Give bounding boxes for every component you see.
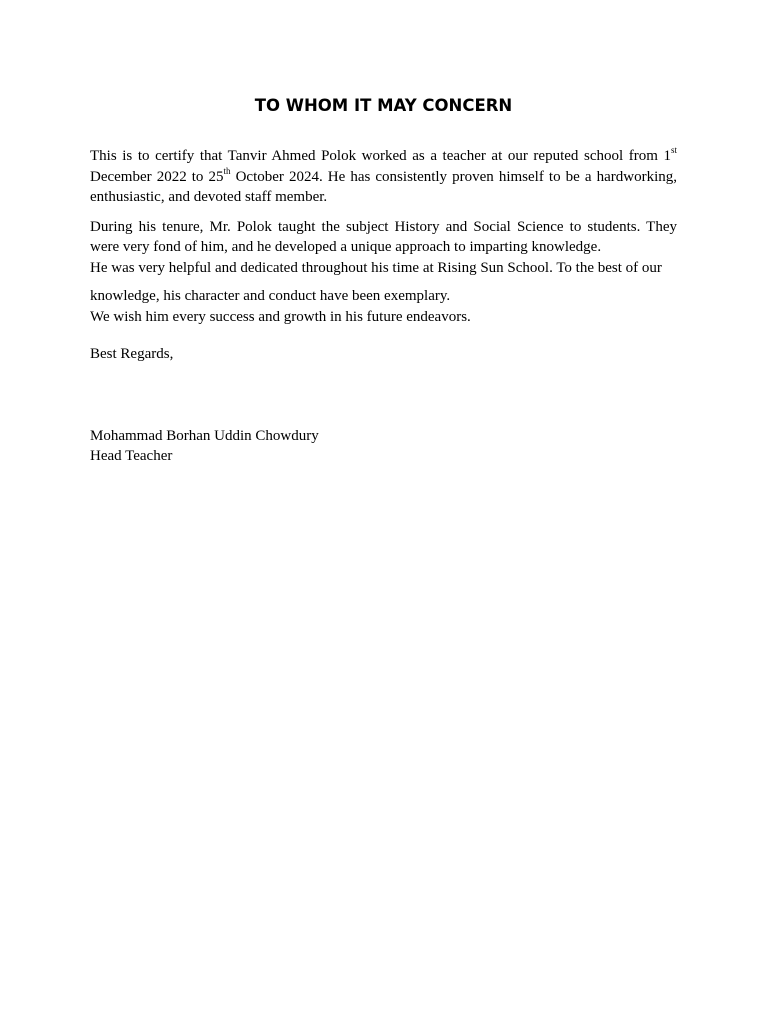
certification-text-start: This is to certify that Tanvir Ahmed Polok worked as a teacher at our reputed school from 1	[90, 148, 671, 164]
ordinal-suffix-start: st	[670, 145, 677, 155]
closing-salutation: Best Regards,	[90, 346, 174, 362]
letter-body	[90, 92, 677, 467]
tenure-paragraph: During his tenure, Mr. Polok taught the subject History and Social Science to students. They were very fond of him, and he developed a unique approach to imparting knowledge.	[90, 218, 677, 255]
certification-text-middle: December 2022 to 25	[90, 168, 224, 185]
ordinal-suffix-end: th	[223, 165, 231, 176]
certification-paragraph	[90, 146, 677, 208]
signatory-role: Head Teacher	[90, 448, 173, 464]
certification-text-end: October 2024. He has consistently proven himself to be a hardworking, enthusiastic, and devoted staff member.	[90, 168, 677, 205]
letter-title: TO WHOM IT MAY CONCERN	[254, 96, 513, 115]
character-paragraph: knowledge, his character and conduct have been exemplary.	[90, 288, 451, 304]
signatory-name: Mohammad Borhan Uddin Chowdury	[90, 427, 319, 444]
wishes-paragraph: We wish him every success and growth in his future endeavors.	[90, 308, 471, 325]
dedication-paragraph: He was very helpful and dedicated throughout his time at Rising Sun School. To the best of our	[90, 259, 662, 276]
